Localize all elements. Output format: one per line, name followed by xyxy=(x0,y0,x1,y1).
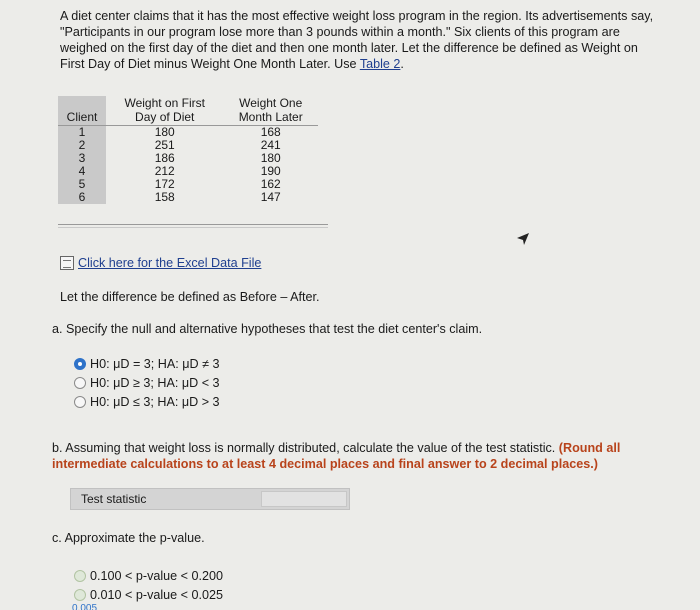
radio-button[interactable] xyxy=(74,589,86,601)
hypothesis-option-text: H0: μD ≤ 3; HA: μD > 3 xyxy=(90,394,220,409)
cell-weight-later: 241 xyxy=(260,138,281,152)
rounding-instruction-b: intermediate calculations to at least 4 decimal places and final answer to 2 decimal places.) xyxy=(52,457,598,471)
cell-client: 6 xyxy=(58,191,106,204)
cell-client: 5 xyxy=(58,178,106,191)
problem-line-2: "Participants in our program lose more than 3 pounds within a month." Six clients of this program are xyxy=(60,25,620,39)
cell-weight-first: 158 xyxy=(154,190,175,204)
table-2-link[interactable]: Table 2 xyxy=(359,57,401,71)
cell-weight-later: 147 xyxy=(260,190,281,204)
p-value-option-2[interactable] xyxy=(74,585,223,604)
cell-client: 4 xyxy=(58,165,106,178)
radio-button-selected[interactable] xyxy=(74,358,86,370)
cell-weight-later: 180 xyxy=(260,151,281,165)
cell-client: 1 xyxy=(58,126,106,140)
rounding-instruction-a: (Round all xyxy=(558,441,621,455)
cell-weight-first: 172 xyxy=(154,177,175,191)
cell-client: 3 xyxy=(58,152,106,165)
cell-weight-first: 212 xyxy=(154,164,175,178)
partial-p-value-option: 0.005 xyxy=(72,603,98,610)
excel-file-icon xyxy=(60,256,74,270)
radio-button[interactable] xyxy=(74,396,86,408)
cell-weight-later: 168 xyxy=(260,125,281,139)
problem-line-3: weighed on the first day of the diet and then one month later. Let the difference be defined as Weight on xyxy=(60,41,638,55)
question-c-label: c. Approximate the p-value. xyxy=(52,531,205,545)
table-scrollbar[interactable] xyxy=(58,224,328,228)
hypothesis-option-3[interactable] xyxy=(74,392,220,411)
test-statistic-row xyxy=(70,488,350,510)
p-value-option-1[interactable] xyxy=(74,566,223,585)
hypothesis-options xyxy=(74,354,220,411)
question-b-label xyxy=(52,440,697,472)
radio-button[interactable] xyxy=(74,570,86,582)
table-row xyxy=(58,126,318,140)
header-weight-later: Weight One Month Later xyxy=(223,96,318,126)
hypothesis-option-text: H0: μD = 3; HA: μD ≠ 3 xyxy=(90,356,220,371)
problem-line-4 xyxy=(60,56,690,72)
radio-button[interactable] xyxy=(74,377,86,389)
p-value-options xyxy=(74,566,223,604)
test-statistic-input[interactable] xyxy=(261,491,347,507)
mouse-cursor-icon xyxy=(516,232,530,246)
header-weight-first: Weight on First Day of Diet xyxy=(106,96,223,126)
difference-definition: Let the difference be defined as Before – After. xyxy=(60,290,320,304)
table-row xyxy=(58,191,318,204)
header-client: Client xyxy=(58,96,106,126)
p-value-option-text: 0.100 < p-value < 0.200 xyxy=(90,568,224,583)
test-statistic-label: Test statistic xyxy=(81,492,147,506)
hypothesis-option-2[interactable] xyxy=(74,373,220,392)
p-value-option-text: 0.010 < p-value < 0.025 xyxy=(90,587,224,602)
problem-line-4-suffix: . xyxy=(400,57,404,71)
data-table xyxy=(58,96,318,204)
problem-line-1: A diet center claims that it has the most effective weight loss program in the region. Its advertisements say, xyxy=(60,9,654,23)
hypothesis-option-1[interactable] xyxy=(74,354,220,373)
problem-line-4-prefix: First Day of Diet minus Weight One Month Later. Use xyxy=(60,57,360,71)
table-header-row xyxy=(58,96,318,126)
question-b-text: b. Assuming that weight loss is normally distributed, calculate the value of the test statistic. xyxy=(52,441,556,455)
excel-link-text: Click here for the Excel Data File xyxy=(78,256,262,270)
hypothesis-option-text: H0: μD ≥ 3; HA: μD < 3 xyxy=(90,375,220,390)
cell-weight-later: 190 xyxy=(260,164,281,178)
cell-weight-first: 180 xyxy=(154,125,175,139)
cell-client: 2 xyxy=(58,139,106,152)
cell-weight-later: 162 xyxy=(260,177,281,191)
question-a-label: a. Specify the null and alternative hypotheses that test the diet center's claim. xyxy=(52,322,483,336)
excel-data-link[interactable] xyxy=(60,256,261,270)
cell-weight-first: 186 xyxy=(154,151,175,165)
problem-statement xyxy=(60,8,690,72)
cell-weight-first: 251 xyxy=(154,138,175,152)
